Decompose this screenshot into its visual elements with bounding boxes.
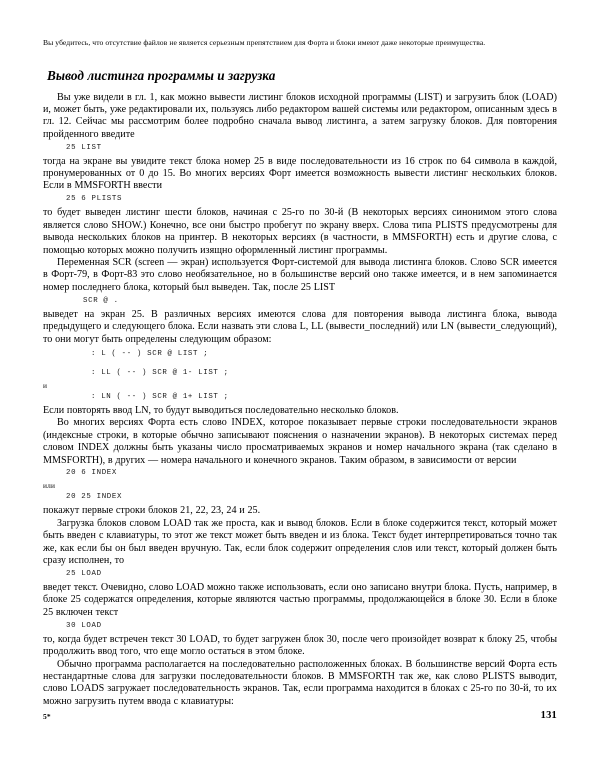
- code-line-20-25-index: 20 25 INDEX: [66, 493, 123, 502]
- signature-mark: 5*: [43, 712, 51, 721]
- page-number: 131: [540, 710, 557, 721]
- code-line-def-l: : L ( -- ) SCR @ LIST ;: [91, 350, 209, 359]
- code-line-25-list: 25 LIST: [66, 143, 102, 152]
- code-line-25-load: 25 LOAD: [66, 569, 102, 578]
- spacer: [43, 362, 557, 366]
- paragraph-12: Обычно программа располагается на последовательно расположенных блоках. В большинстве версий Форта есть нестандартные слова для загрузки последовательности блоков. В MMSFORTH так же, как слово PLISTS выводит, слово LOADS загружает последовательность экранов. Так, если программа находится в блоках с 25-го по 30-й, то их можно загрузить путем ввода с клавиатуры:: [43, 658, 557, 707]
- connector-or: или: [43, 481, 56, 491]
- paragraph-2: тогда на экране вы увидите текст блока номер 25 в виде последовательности из 16 строк по 64 символа в каждой, пронумерованных от 0 до 15. Во многих версиях Форт имеется возможность вывести листинг нескольких блоков. Если в MMSFORTH ввести: [43, 155, 557, 192]
- paragraph-4: Переменная SCR (screen — экран) используется Форт-системой для вывода листинга блоков. Слово SCR имеется в Форт-79, в Форт-83 это слово необязательное, но в большинстве версий оно также имеется, и в нем запоминается номер последнего блока, который был выведен. Так, после 25 LIST: [43, 256, 557, 293]
- runover-paragraph: Вы убедитесь, что отсутствие файлов не является серьезным препятствием для Форта и блоки имеют даже некоторые преимущества.: [43, 38, 486, 47]
- spacer: [43, 346, 557, 348]
- paragraph-11: то, когда будет встречен текст 30 LOAD, то будет загружен блок 30, после чего произойдет возврат к блоку 25, чтобы продолжить ввод того, что еще могло остаться в этом блоке.: [43, 633, 557, 658]
- code-line-def-ln: : LN ( -- ) SCR @ 1+ LIST ;: [91, 392, 229, 401]
- paragraph-7: Во многих версиях Форта есть слово INDEX, которое показывает первые строки последовательности экранов (индексные строки, в которые обычно записывают пояснения о назначении экранов). В некоторых системах перед словом INDEX должны быть указаны число просматриваемых экранов и номер начального экрана (так сделано в MMSFORTH), в других — номера начального и конечного экранов. Таким образом, в зависимости от версии: [43, 417, 557, 466]
- code-line-scr-fetch-dot: SCR @ .: [83, 296, 119, 305]
- paragraph-9: Загрузка блоков словом LOAD так же проста, как и вывод блоков. Если в блоке содержится текст, который может быть введен с клавиатуры, то этот же текст может быть введен и из блока. Текст будет интерпретироваться точно так же, как если бы он был введен вручную. Так, если блок содержит определения слов или текст, который должен быть сразу исполнен, то: [43, 517, 557, 567]
- paragraph-1: Вы уже видели в гл. 1, как можно вывести листинг блоков исходной программы (LIST) и загрузить блок (LOAD) и, может быть, уже редактировали их, пользуясь либо редактором вашей системы или редактором, описанным здесь в гл. 12. Сейчас мы рассмотрим более подробно сначала вывод листинга, а затем загрузку блоков. Для повторения пройденного введите: [43, 91, 557, 140]
- code-line-20-6-index: 20 6 INDEX: [66, 469, 118, 478]
- paragraph-5: выведет на экран 25. В различных версиях имеются слова для повторения вывода листинга блока, вывода предыдущего и следующего блока. Если назвать эти слова L, LL (вывести_последний) или LN (вывести_следующий), то они могут быть определены следующим образом:: [43, 308, 557, 345]
- code-line-30-load: 30 LOAD: [66, 621, 102, 630]
- code-line-def-ll: : LL ( -- ) SCR @ 1- LIST ;: [91, 368, 229, 377]
- paragraph-3: то будет выведен листинг шести блоков, начиная с 25-го по 30-й (В некоторых версиях синонимом этого слова является слово SHOW.) Конечно, все они быстро пробегут по экрану вверх. Слова типа PLISTS предусмотрены для вывода нескольких блоков на принтер. В некоторых версиях (в частности, в MMSFORTH) есть и другие слова, с помощью которых можно получить изящно оформленный листинг программы.: [43, 207, 557, 256]
- page-content: [43, 38, 557, 708]
- paragraph-6: Если повторять ввод LN, то будут выводиться последовательно несколько блоков.: [43, 404, 399, 416]
- code-line-25-6-plists: 25 6 PLISTS: [66, 195, 123, 204]
- connector-and: и: [43, 380, 48, 390]
- paragraph-8: покажут первые строки блоков 21, 22, 23, 24 и 25.: [43, 505, 261, 517]
- section-heading: Вывод листинга программы и загрузка: [47, 67, 276, 83]
- page-footer: [43, 712, 557, 726]
- paragraph-10: введет текст. Очевидно, слово LOAD можно также использовать, если оно записано внутри блока. Пусть, например, в блоке 25 содержатся определения, которые являются частью программы, продолжающейся в блоке 30. Если в блоке 25 включен текст: [43, 581, 557, 618]
